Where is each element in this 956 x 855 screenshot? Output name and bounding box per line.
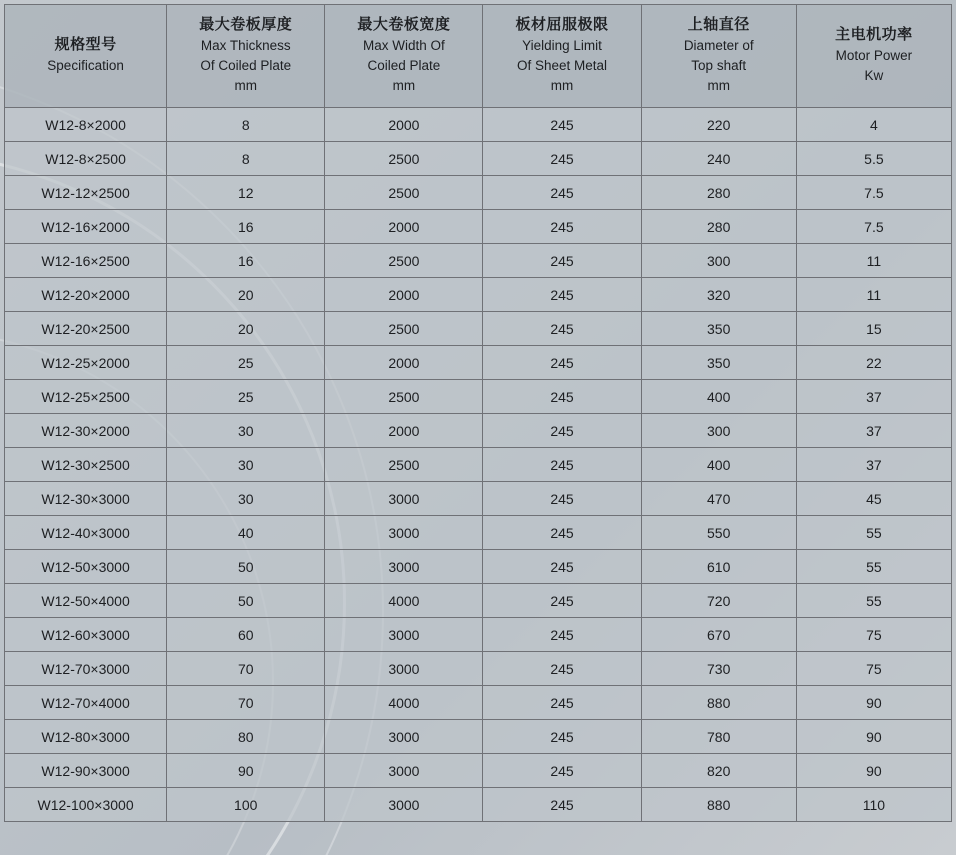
- table-row: [5, 618, 952, 652]
- table-cell: 90: [167, 754, 325, 788]
- table-row: [5, 584, 952, 618]
- table-cell: 70: [167, 652, 325, 686]
- table-cell: 350: [641, 346, 796, 380]
- table-cell: 5.5: [796, 142, 951, 176]
- table-cell: 245: [483, 720, 641, 754]
- cell-specification: W12-20×2500: [5, 312, 167, 346]
- table-cell: 880: [641, 788, 796, 822]
- table-cell: 280: [641, 176, 796, 210]
- table-cell: 2500: [325, 244, 483, 278]
- table-cell: 245: [483, 414, 641, 448]
- column-header-unit: mm: [234, 78, 257, 94]
- table-cell: 245: [483, 244, 641, 278]
- column-header-en2: Of Coiled Plate: [200, 58, 292, 74]
- table-cell: 25: [167, 346, 325, 380]
- cell-specification: W12-25×2000: [5, 346, 167, 380]
- cell-specification: W12-16×2500: [5, 244, 167, 278]
- table-cell: 300: [641, 414, 796, 448]
- table-cell: 37: [796, 448, 951, 482]
- table-cell: 50: [167, 550, 325, 584]
- table-cell: 780: [641, 720, 796, 754]
- column-header-unit: mm: [707, 78, 730, 94]
- table-cell: 610: [641, 550, 796, 584]
- table-row: [5, 346, 952, 380]
- column-header-en: Motor Power: [835, 48, 913, 64]
- table-cell: 16: [167, 244, 325, 278]
- table-cell: 37: [796, 414, 951, 448]
- column-header-en: Max Thickness: [200, 38, 291, 54]
- table-row: [5, 516, 952, 550]
- table-cell: 240: [641, 142, 796, 176]
- table-cell: 245: [483, 312, 641, 346]
- table-row: [5, 278, 952, 312]
- table-cell: 720: [641, 584, 796, 618]
- table-cell: 2000: [325, 108, 483, 142]
- table-cell: 3000: [325, 482, 483, 516]
- table-cell: 11: [796, 278, 951, 312]
- cell-specification: W12-16×2000: [5, 210, 167, 244]
- table-row: [5, 550, 952, 584]
- table-cell: 245: [483, 346, 641, 380]
- table-cell: 70: [167, 686, 325, 720]
- table-cell: 60: [167, 618, 325, 652]
- table-cell: 4000: [325, 686, 483, 720]
- table-cell: 245: [483, 618, 641, 652]
- table-header-row: [5, 5, 952, 108]
- column-header-en2: Top shaft: [691, 58, 747, 74]
- table-row: [5, 414, 952, 448]
- table-cell: 320: [641, 278, 796, 312]
- table-cell: 550: [641, 516, 796, 550]
- table-cell: 20: [167, 312, 325, 346]
- table-cell: 50: [167, 584, 325, 618]
- table-cell: 670: [641, 618, 796, 652]
- column-header-cn: 规格型号: [54, 35, 117, 53]
- table-row: [5, 686, 952, 720]
- cell-specification: W12-30×2000: [5, 414, 167, 448]
- table-row: [5, 108, 952, 142]
- table-cell: 30: [167, 414, 325, 448]
- table-cell: 7.5: [796, 210, 951, 244]
- table-cell: 3000: [325, 788, 483, 822]
- table-cell: 2500: [325, 176, 483, 210]
- table-cell: 245: [483, 210, 641, 244]
- column-header-max-width: [325, 5, 483, 108]
- column-header-top-shaft-diameter: [641, 5, 796, 108]
- table-cell: 55: [796, 516, 951, 550]
- table-cell: 25: [167, 380, 325, 414]
- table-cell: 3000: [325, 618, 483, 652]
- cell-specification: W12-30×3000: [5, 482, 167, 516]
- table-cell: 100: [167, 788, 325, 822]
- table-cell: 3000: [325, 516, 483, 550]
- table-row: [5, 380, 952, 414]
- table-row: [5, 244, 952, 278]
- table-cell: 2500: [325, 312, 483, 346]
- table-cell: 80: [167, 720, 325, 754]
- table-cell: 75: [796, 652, 951, 686]
- table-cell: 20: [167, 278, 325, 312]
- table-row: [5, 754, 952, 788]
- cell-specification: W12-60×3000: [5, 618, 167, 652]
- table-cell: 245: [483, 788, 641, 822]
- table-cell: 220: [641, 108, 796, 142]
- cell-specification: W12-12×2500: [5, 176, 167, 210]
- table-cell: 3000: [325, 720, 483, 754]
- table-cell: 300: [641, 244, 796, 278]
- table-cell: 37: [796, 380, 951, 414]
- column-header-cn: 上轴直径: [687, 16, 750, 33]
- column-header-cn: 板材屈服极限: [515, 16, 609, 33]
- table-cell: 110: [796, 788, 951, 822]
- table-cell: 2500: [325, 380, 483, 414]
- table-cell: 40: [167, 516, 325, 550]
- table-cell: 2000: [325, 210, 483, 244]
- table-cell: 400: [641, 448, 796, 482]
- column-header-unit: mm: [392, 78, 416, 94]
- table-cell: 245: [483, 482, 641, 516]
- table-cell: 2500: [325, 142, 483, 176]
- table-cell: 880: [641, 686, 796, 720]
- cell-specification: W12-20×2000: [5, 278, 167, 312]
- table-cell: 12: [167, 176, 325, 210]
- cell-specification: W12-70×3000: [5, 652, 167, 686]
- table-cell: 245: [483, 448, 641, 482]
- table-row: [5, 482, 952, 516]
- table-row: [5, 210, 952, 244]
- table-body: [5, 108, 952, 822]
- cell-specification: W12-50×3000: [5, 550, 167, 584]
- table-cell: 90: [796, 754, 951, 788]
- table-row: [5, 652, 952, 686]
- table-cell: 4: [796, 108, 951, 142]
- column-header-yielding-limit: [483, 5, 641, 108]
- column-header-cn: 最大卷板宽度: [357, 16, 451, 33]
- table-cell: 730: [641, 652, 796, 686]
- column-header-motor-power: [796, 5, 951, 108]
- table-cell: 7.5: [796, 176, 951, 210]
- column-header-en: Yielding Limit: [522, 38, 602, 54]
- cell-specification: W12-8×2500: [5, 142, 167, 176]
- table-cell: 245: [483, 652, 641, 686]
- table-cell: 245: [483, 108, 641, 142]
- table-cell: 8: [167, 142, 325, 176]
- table-row: [5, 720, 952, 754]
- table-cell: 350: [641, 312, 796, 346]
- column-header-unit: Kw: [864, 68, 884, 84]
- table-cell: 3000: [325, 652, 483, 686]
- cell-specification: W12-8×2000: [5, 108, 167, 142]
- table-cell: 2000: [325, 414, 483, 448]
- table-cell: 90: [796, 686, 951, 720]
- specification-table: [4, 4, 952, 822]
- table-cell: 470: [641, 482, 796, 516]
- cell-specification: W12-80×3000: [5, 720, 167, 754]
- table-cell: 30: [167, 482, 325, 516]
- column-header-en: Diameter of: [683, 38, 754, 54]
- table-cell: 2000: [325, 278, 483, 312]
- table-cell: 3000: [325, 550, 483, 584]
- cell-specification: W12-40×3000: [5, 516, 167, 550]
- table-cell: 30: [167, 448, 325, 482]
- table-header: [5, 5, 952, 108]
- column-header-en: Specification: [47, 58, 124, 74]
- table-row: [5, 142, 952, 176]
- column-header-en: Max Width Of: [363, 38, 445, 54]
- column-header-unit: mm: [550, 78, 574, 94]
- table-cell: 16: [167, 210, 325, 244]
- table-row: [5, 312, 952, 346]
- column-header-max-thickness: [167, 5, 325, 108]
- table-cell: 11: [796, 244, 951, 278]
- table-cell: 45: [796, 482, 951, 516]
- table-cell: 245: [483, 754, 641, 788]
- table-cell: 22: [796, 346, 951, 380]
- cell-specification: W12-25×2500: [5, 380, 167, 414]
- table-cell: 90: [796, 720, 951, 754]
- table-cell: 15: [796, 312, 951, 346]
- table-row: [5, 448, 952, 482]
- cell-specification: W12-90×3000: [5, 754, 167, 788]
- cell-specification: W12-100×3000: [5, 788, 167, 822]
- cell-specification: W12-50×4000: [5, 584, 167, 618]
- table-cell: 245: [483, 516, 641, 550]
- table-cell: 400: [641, 380, 796, 414]
- table-cell: 245: [483, 686, 641, 720]
- column-header-en2: Coiled Plate: [367, 58, 441, 74]
- table-cell: 280: [641, 210, 796, 244]
- column-header-specification: [5, 5, 167, 108]
- column-header-cn: 最大卷板厚度: [199, 16, 293, 33]
- table-cell: 245: [483, 278, 641, 312]
- table-cell: 75: [796, 618, 951, 652]
- table-cell: 245: [483, 142, 641, 176]
- table-cell: 820: [641, 754, 796, 788]
- table-cell: 4000: [325, 584, 483, 618]
- table-cell: 2500: [325, 448, 483, 482]
- table-cell: 3000: [325, 754, 483, 788]
- table-cell: 55: [796, 584, 951, 618]
- table-cell: 245: [483, 380, 641, 414]
- table-cell: 245: [483, 584, 641, 618]
- table-cell: 245: [483, 176, 641, 210]
- table-cell: 55: [796, 550, 951, 584]
- table-cell: 245: [483, 550, 641, 584]
- table-row: [5, 788, 952, 822]
- column-header-cn: 主电机功率: [835, 25, 913, 43]
- table-row: [5, 176, 952, 210]
- table-cell: 2000: [325, 346, 483, 380]
- table-cell: 8: [167, 108, 325, 142]
- column-header-en2: Of Sheet Metal: [517, 58, 608, 74]
- cell-specification: W12-70×4000: [5, 686, 167, 720]
- cell-specification: W12-30×2500: [5, 448, 167, 482]
